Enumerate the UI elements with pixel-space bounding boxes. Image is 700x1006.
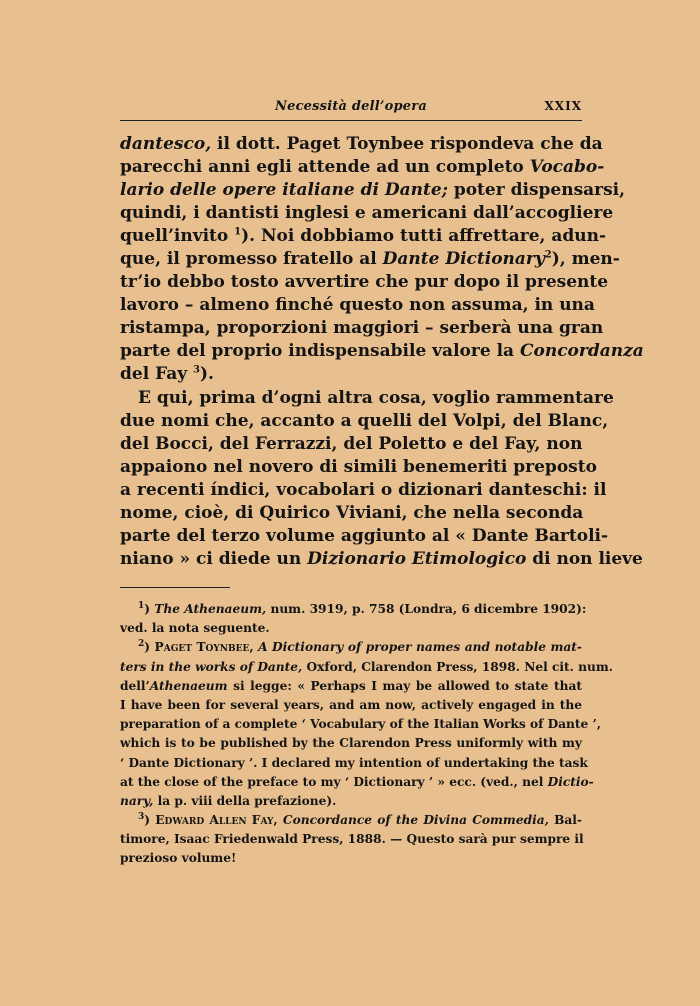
text-line: E qui, prima d’ogni altra cosa, voglio rammentare — [138, 387, 614, 408]
main-text — [120, 133, 644, 571]
footnote-line: dell’Athenaeum si legge: « Perhaps I may be allowed to state that — [120, 678, 582, 693]
text-line: tr’io debbo tosto avvertire che pur dopo il presente — [120, 272, 609, 293]
footnote-line: ved. la nota seguente. — [120, 621, 270, 636]
text-line: parte del terzo volume aggiunto al « Dante Bartoli- — [120, 525, 609, 546]
text-line: lavoro – almeno finché questo non assuma, in una — [120, 295, 595, 316]
footnote-line: prezioso volume! — [120, 851, 237, 866]
text-line: quell’invito $^1$). Noi dobbiamo tutti affrettare, adun- — [120, 226, 607, 247]
text-line: a recenti índici, vocabolari o dizionari danteschi: il — [120, 479, 607, 500]
footnote-line: nary, la p. viii della prefazione). — [120, 793, 337, 808]
text-line: parecchi anni egli attende ad un completo Vocabo- — [120, 157, 605, 178]
text-line: niano » ci diede un Dizionario Etimologico di non lieve — [120, 548, 643, 569]
footnote-2: $^2$) Paget Toynbee, A Dictionary of proper names and notable mat- — [138, 639, 582, 655]
footnote-line: which is to be published by the Clarendon Press uniformly with my — [120, 736, 582, 751]
page-number: XXIX — [544, 99, 582, 113]
text-line: appaiono nel novero di simili benemeriti preposto — [120, 456, 597, 477]
footnote-3: $^3$) Edward Allen Fay, Concordance of the Divina Commedia, Bal- — [138, 812, 582, 828]
footnote-ref: 1 — [234, 226, 242, 238]
text-line: quindi, i dantisti inglesi e americani dall’accogliere — [120, 203, 614, 224]
footnote-line: timore, Isaac Friedenwald Press, 1888. — Questo sarà pur sempre il — [120, 832, 584, 847]
running-header — [120, 97, 582, 119]
text-line: parte del proprio indispensabile valore la Concordanza — [120, 341, 644, 362]
text-line: lario delle opere italiane di Dante; poter dispensarsi, — [120, 180, 626, 201]
running-title: Necessità dell’opera — [275, 99, 427, 114]
text-line: que, il promesso fratello al Dante Dictionary$^2$), men- — [120, 249, 620, 270]
footnote-ref: 2 — [544, 249, 552, 261]
header-rule — [120, 120, 582, 121]
footnote-ref: 3 — [193, 364, 200, 376]
footnote-line: ‘ Dante Dictionary ’. I declared my intention of undertaking the task — [120, 755, 588, 770]
text-line: ristampa, proporzioni maggiori – serberà una gran — [120, 318, 604, 339]
text-line: del Bocci, del Ferrazzi, del Poletto e del Fay, non — [120, 433, 583, 454]
footnote-line: I have been for several years, and am now, actively engaged in the — [120, 697, 582, 712]
footnote-line: ters in the works of Dante, Oxford, Clarendon Press, 1898. Nel cit. num. — [120, 659, 613, 674]
footnote-line: at the close of the preface to my ‘ Dictionary ’ » ecc. (ved., nel Dictio- — [120, 774, 594, 789]
text-line: due nomi che, accanto a quelli del Volpi, del Blanc, — [120, 410, 609, 431]
footnotes — [120, 600, 613, 869]
footnote-rule — [120, 587, 230, 588]
text-line: nome, cioè, di Quirico Viviani, che nella seconda — [120, 502, 584, 523]
footnote-1: $^1$) The Athenaeum, num. 3919, p. 758 (Londra, 6 dicembre 1902): — [138, 600, 587, 616]
text-line: dantesco, il dott. Paget Toynbee rispondeva che da — [120, 134, 603, 154]
footnote-line: preparation of a complete ‘ Vocabulary of the Italian Works of Dante ’, — [120, 717, 602, 732]
text-line: del Fay $^3$). — [120, 364, 214, 385]
